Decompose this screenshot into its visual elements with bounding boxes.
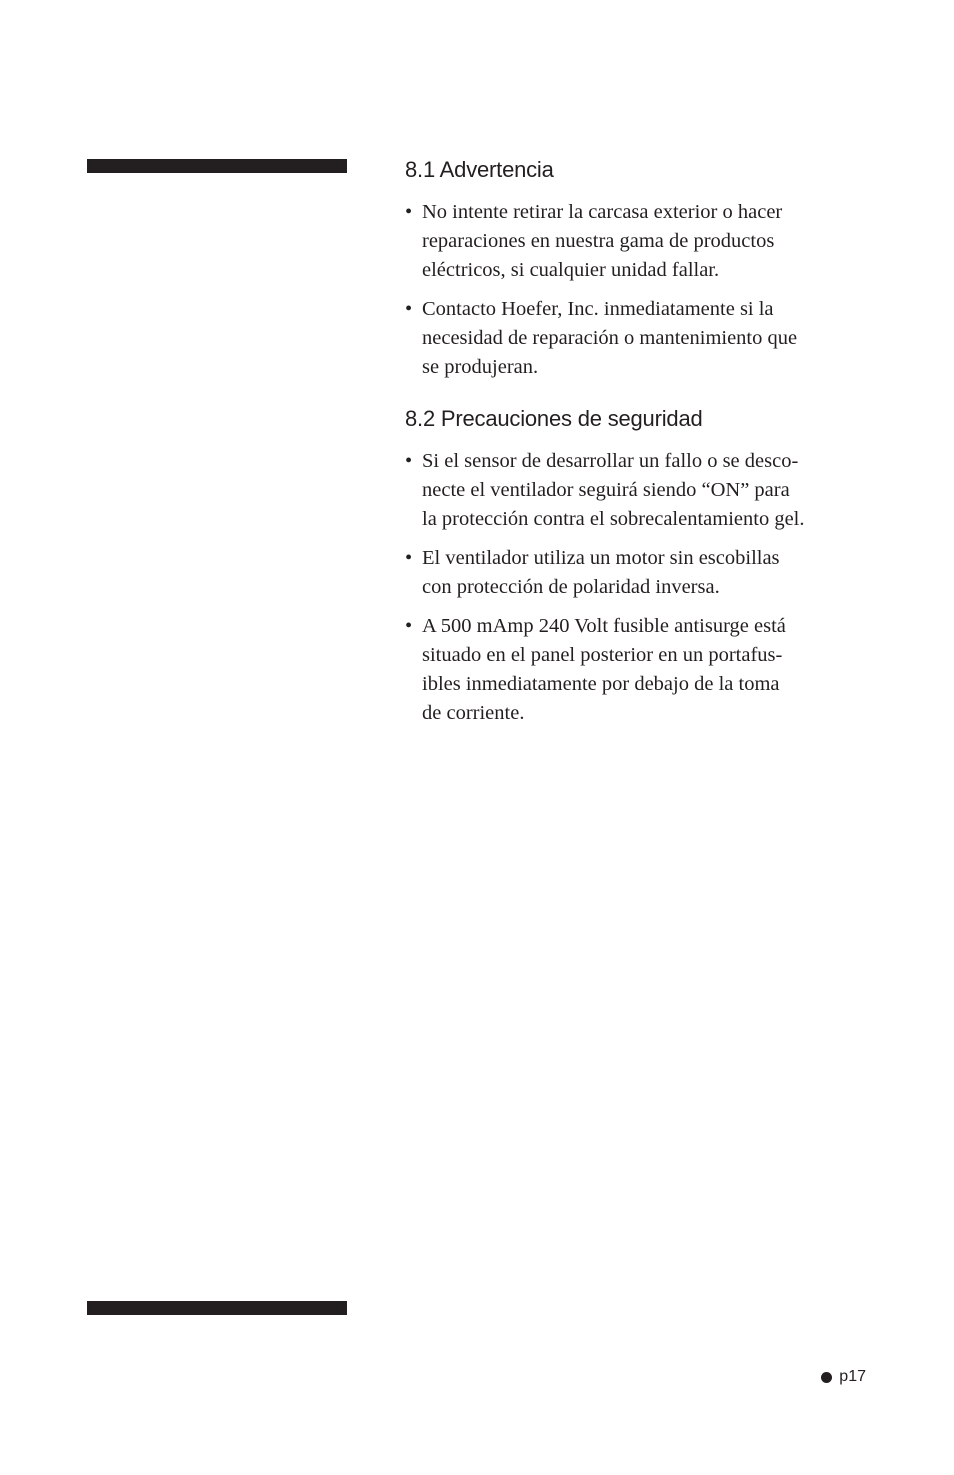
list-item: • El ventilador utiliza un motor sin escobillas con protección de polaridad inversa. (405, 544, 875, 602)
section-heading: 8.1 Advertencia (405, 157, 554, 182)
top-divider-bar (87, 159, 347, 173)
list-item: • Si el sensor de desarrollar un fallo o se desco- necte el ventilador seguirá siendo “ON” para la protección contra el sobrecalentamiento gel. (405, 447, 875, 534)
section-heading: 8.2 Precauciones de seguridad (405, 406, 703, 431)
page-footer (821, 1367, 866, 1387)
page-number: p17 (839, 1368, 866, 1385)
list-item: • A 500 mAmp 240 Volt fusible antisurge está situado en el panel posterior en un portafus- ibles inmediatamente por debajo de la toma de corriente. (405, 612, 875, 728)
section-advertencia (405, 155, 875, 382)
bullet-list (405, 447, 875, 728)
list-item: • No intente retirar la carcasa exterior o hacer reparaciones en nuestra gama de productos eléctricos, si cualquier unidad fallar. (405, 198, 875, 285)
section-precauciones (405, 404, 875, 728)
list-item: • Contacto Hoefer, Inc. inmediatamente si la necesidad de reparación o mantenimiento que se produjeran. (405, 295, 875, 382)
bottom-divider-bar (87, 1301, 347, 1315)
bullet-list (405, 198, 875, 382)
bullet-dot-icon (821, 1372, 832, 1383)
main-content (405, 155, 875, 738)
